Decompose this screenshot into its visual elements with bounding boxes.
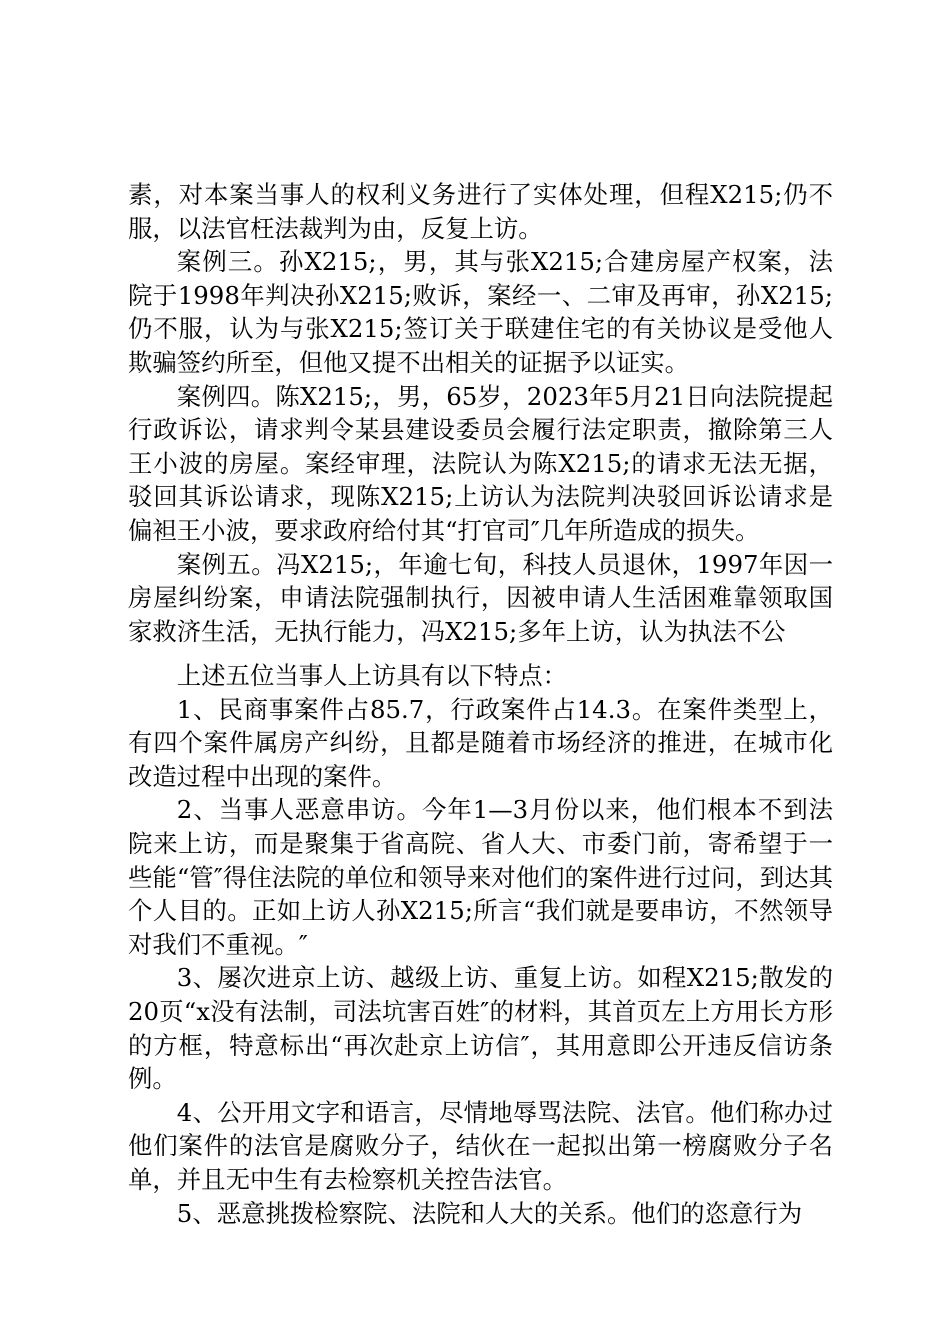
paragraph-point-4: 4、公开用文字和语言，尽情地辱骂法院、法官。他们称办过他们案件的法官是腐败分子，结伙在一起拟出第一榜腐败分子名单，并且无中生有去检察机关控告法官。 bbox=[128, 1097, 833, 1194]
case-descriptions-section bbox=[128, 178, 833, 648]
paragraph-point-1: 1、民商事案件占85.7，行政案件占14.3。在案件类型上，有四个案件属房产纠纷，且都是随着市场经济的推进，在城市化改造过程中出现的案件。 bbox=[128, 694, 833, 791]
paragraph-characteristics-intro: 上述五位当事人上访具有以下特点： bbox=[176, 661, 568, 690]
paragraph-case-three: 案例三。孙X215;，男，其与张X215;合建房屋产权案，法院于1998年判决孙X215;败诉，案经一、二审及再审，孙X215;仍不服，认为与张X215;签订关于联建住宅的有关协议是受他人欺骗签约所至，但他又提不出相关的证据予以证实。 bbox=[128, 247, 833, 377]
paragraph-case-four: 案例四。陈X215;，男，65岁，2023年5月21日向法院提起行政诉讼，请求判令某县建设委员会履行法定职责，撤除第三人王小波的房屋。案经审理，法院认为陈X215;的请求无法无据，驳回其诉讼请求，现陈X215;上访认为法院判决驳回诉讼请求是偏袒王小波，要求政府给付其“打官司″几年所造成的损失。 bbox=[128, 381, 833, 545]
characteristics-section bbox=[128, 659, 833, 1230]
paragraph-case-five: 案例五。冯X215;，年逾七旬，科技人员退休，1997年因一房屋纠纷案，申请法院强制执行，因被申请人生活困难靠领取国家救济生活，无执行能力，冯X215;多年上访，认为执法不公 bbox=[128, 549, 833, 646]
paragraph-point-3: 3、屡次进京上访、越级上访、重复上访。如程X215;散发的20页“x没有法制，司法坑害百姓″的材料，其首页左上方用长方形的方框，特意标出“再次赴京上访信″，其用意即公开违反信访条例。 bbox=[128, 963, 833, 1094]
paragraph-point-5: 5、恶意挑拨检察院、法院和人大的关系。他们的恣意行为 bbox=[176, 1198, 803, 1228]
paragraph-point-2: 2、当事人恶意串访。今年1—3月份以来，他们根本不到法院来上访，而是聚集于省高院、省人大、市委门前，寄希望于一些能“管″得住法院的单位和领导来对他们的案件进行过问，到达其个人目的。正如上访人孙X215;所言“我们就是要串访，不然领导对我们不重视。″ bbox=[128, 795, 833, 959]
paragraph-case-two-continued: 素，对本案当事人的权利义务进行了实体处理，但程X215;仍不服，以法官枉法裁判为由，反复上访。 bbox=[128, 180, 833, 243]
